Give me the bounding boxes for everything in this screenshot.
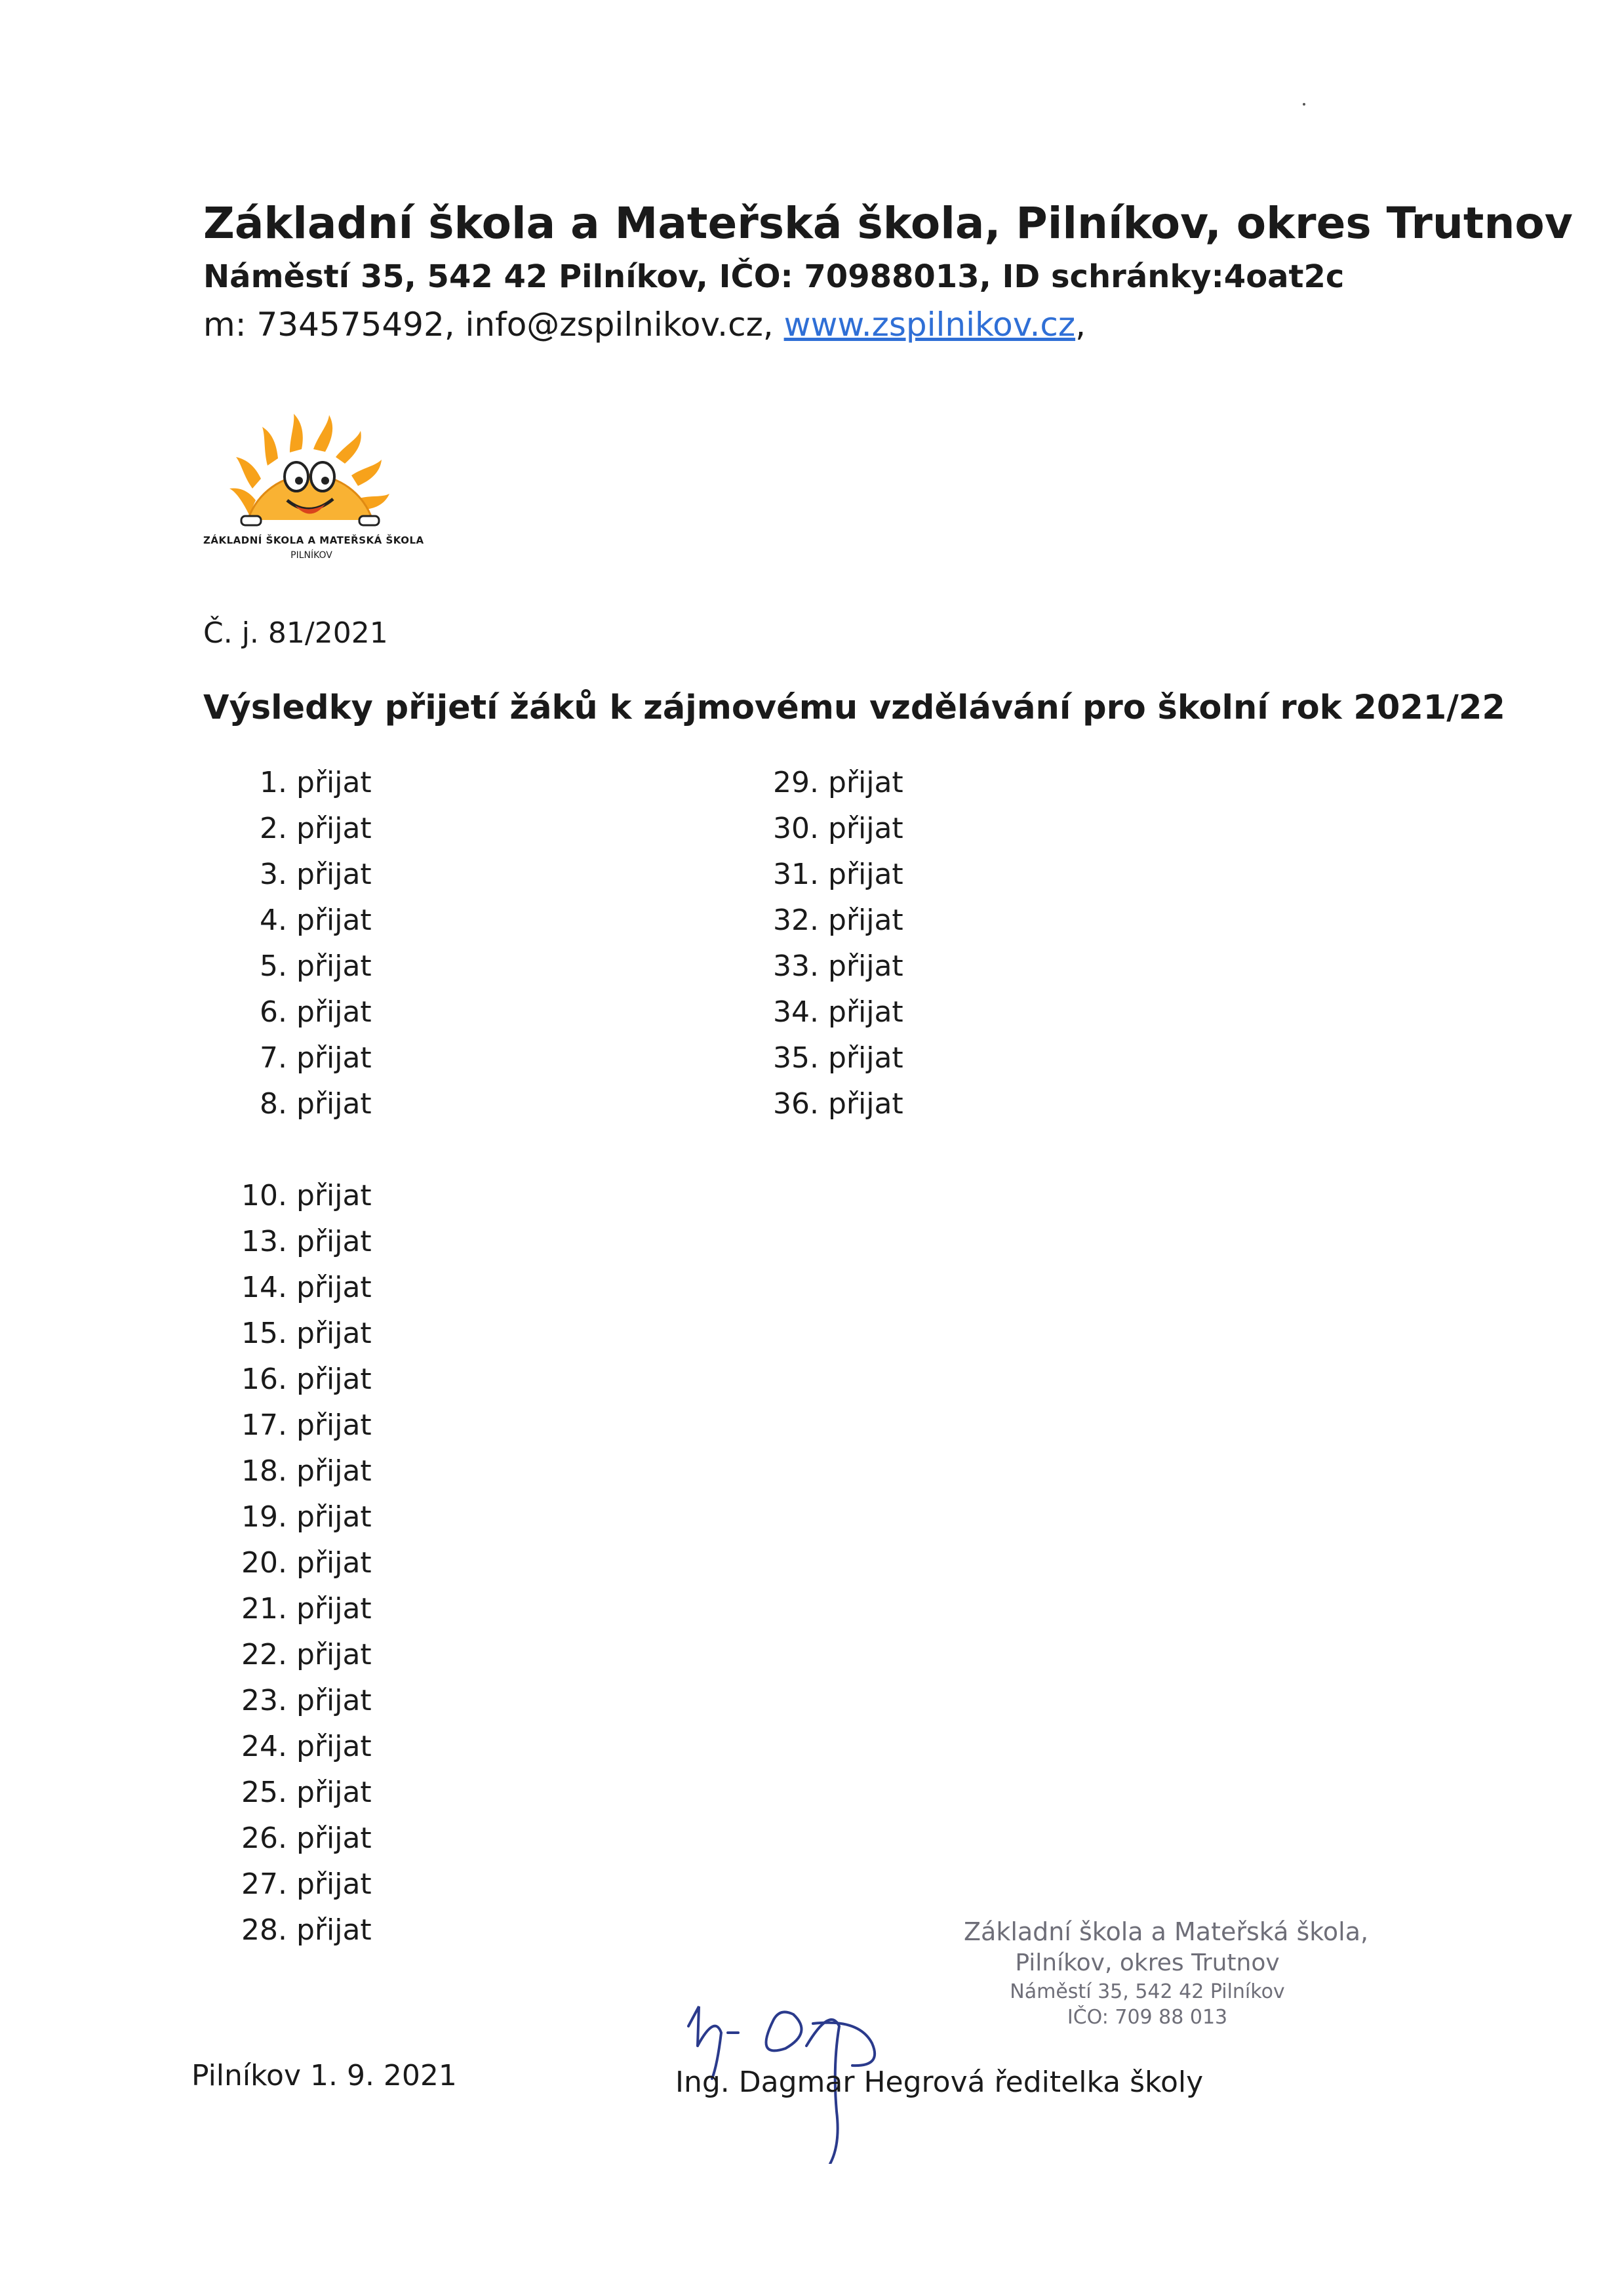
result-number: 28. — [241, 1913, 287, 1947]
stamp-line: Základní škola a Mateřská škola, — [964, 1917, 1369, 1946]
result-status: přijat — [296, 1592, 372, 1626]
result-status: přijat — [296, 1041, 372, 1075]
result-status: přijat — [828, 904, 903, 937]
result-status: přijat — [828, 1087, 903, 1121]
result-status: přijat — [296, 766, 372, 799]
result-status: přijat — [296, 995, 372, 1029]
result-number: 16. — [241, 1363, 287, 1396]
result-number: 1. — [260, 766, 287, 799]
result-number: 2. — [260, 812, 287, 845]
logo-caption-town: PILNÍKOV — [290, 550, 332, 561]
result-number: 25. — [241, 1776, 287, 1809]
result-status: přijat — [296, 1776, 372, 1809]
result-status: přijat — [296, 1225, 372, 1258]
result-number: 19. — [241, 1500, 287, 1534]
result-status: přijat — [296, 1454, 372, 1488]
result-number: 32. — [773, 904, 819, 937]
result-status: přijat — [828, 949, 903, 983]
sun-mascot-icon — [229, 403, 393, 534]
result-number: 24. — [241, 1730, 287, 1763]
school-contact — [203, 306, 1086, 344]
place-date: Pilníkov 1. 9. 2021 — [191, 2059, 457, 2092]
result-status: přijat — [296, 1500, 372, 1534]
contact-suffix: , — [1075, 306, 1086, 344]
result-number: 5. — [260, 949, 287, 983]
result-number: 20. — [241, 1546, 287, 1580]
result-number: 21. — [241, 1592, 287, 1626]
result-status: přijat — [296, 1271, 372, 1304]
result-number: 31. — [773, 858, 819, 891]
result-status: přijat — [828, 995, 903, 1029]
result-number: 34. — [773, 995, 819, 1029]
result-status: přijat — [828, 858, 903, 891]
result-status: přijat — [296, 1363, 372, 1396]
result-number: 29. — [773, 766, 819, 799]
result-number: 27. — [241, 1867, 287, 1901]
result-status: přijat — [828, 1041, 903, 1075]
result-status: přijat — [296, 812, 372, 845]
result-status: přijat — [296, 1730, 372, 1763]
result-status: přijat — [828, 812, 903, 845]
result-number: 26. — [241, 1822, 287, 1855]
stamp-line: Náměstí 35, 542 42 Pilníkov — [1010, 1980, 1285, 2004]
stamp-line: IČO: 709 88 013 — [1067, 2006, 1228, 2029]
scan-speck — [1303, 103, 1305, 106]
result-number: 17. — [241, 1408, 287, 1442]
reference-number: Č. j. 81/2021 — [203, 616, 388, 650]
result-status: přijat — [296, 1317, 372, 1350]
signatory-line: Ing. Dagmar Hegrová ředitelka školy — [675, 2066, 1204, 2099]
result-number: 7. — [260, 1041, 287, 1075]
result-status: přijat — [296, 904, 372, 937]
result-status: přijat — [296, 1822, 372, 1855]
stamp-line: Pilníkov, okres Trutnov — [1015, 1949, 1280, 1977]
result-status: přijat — [296, 1867, 372, 1901]
result-number: 35. — [773, 1041, 819, 1075]
result-status: přijat — [296, 1546, 372, 1580]
result-number: 18. — [241, 1454, 287, 1488]
result-status: přijat — [296, 1179, 372, 1212]
logo-caption: ZÁKLADNÍ ŠKOLA A MATEŘSKÁ ŠKOLA — [203, 534, 424, 546]
result-number: 22. — [241, 1638, 287, 1671]
document-title: Výsledky přijetí žáků k zájmovému vzdělávání pro školní rok 2021/22 — [203, 688, 1505, 727]
result-status: přijat — [296, 949, 372, 983]
result-number: 33. — [773, 949, 819, 983]
result-number: 8. — [260, 1087, 287, 1121]
result-number: 30. — [773, 812, 819, 845]
result-number: 15. — [241, 1317, 287, 1350]
result-number: 23. — [241, 1684, 287, 1717]
website-link[interactable]: www.zspilnikov.cz — [783, 306, 1076, 344]
result-status: přijat — [296, 1408, 372, 1442]
school-address: Náměstí 35, 542 42 Pilníkov, IČO: 70988013, ID schránky:4oat2c — [203, 258, 1345, 295]
school-logo — [203, 403, 424, 600]
result-number: 13. — [241, 1225, 287, 1258]
school-stamp — [964, 1916, 1369, 2030]
result-number: 6. — [260, 995, 287, 1029]
result-status: přijat — [296, 1638, 372, 1671]
result-status: přijat — [296, 1087, 372, 1121]
school-name: Základní škola a Mateřská škola, Pilníkov, okres Trutnov — [203, 198, 1573, 249]
result-number: 10. — [241, 1179, 287, 1212]
result-number: 14. — [241, 1271, 287, 1304]
result-number: 4. — [260, 904, 287, 937]
result-status: přijat — [296, 1913, 372, 1947]
contact-text: m: 734575492, info@zspilnikov.cz, — [203, 306, 784, 344]
result-status: přijat — [296, 858, 372, 891]
result-number: 3. — [260, 858, 287, 891]
result-status: přijat — [828, 766, 903, 799]
result-number: 36. — [773, 1087, 819, 1121]
result-status: přijat — [296, 1684, 372, 1717]
